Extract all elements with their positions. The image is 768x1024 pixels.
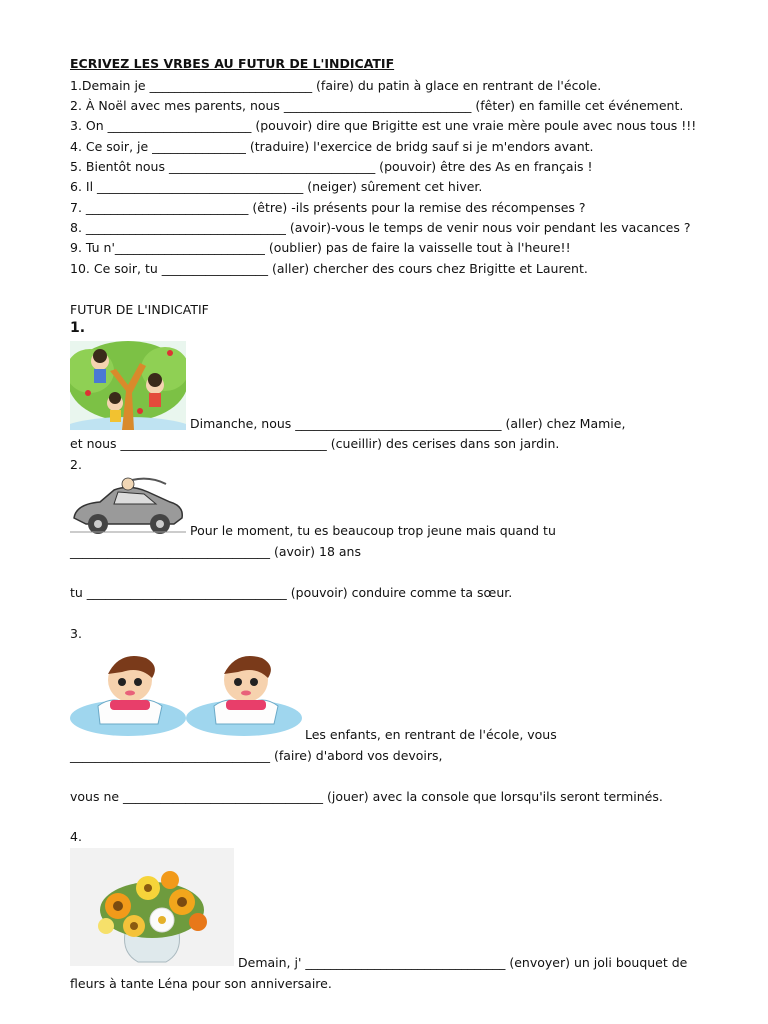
- reading-children-image: [70, 644, 302, 740]
- exercise-3-line: 3. On _______________________ (pouvoir) dire que Brigitte est une vraie mère poule avec nous tous !!!: [70, 118, 697, 133]
- exercise-2-line: 2. À Noël avec mes parents, nous ______________________________ (fêter) en famille cet événement.: [70, 98, 684, 113]
- section-2-heading: FUTUR DE L'INDICATIF: [70, 302, 209, 317]
- item-3-line-1: Les enfants, en rentrant de l'école, vous: [305, 727, 557, 742]
- item-3-number: 3.: [70, 626, 82, 641]
- item-4-line-1: Demain, j' ________________________________ (envoyer) un joli bouquet de: [238, 955, 688, 970]
- item-2-line-2: ________________________________ (avoir) 18 ans: [70, 544, 361, 559]
- flower-bouquet-image: [70, 848, 234, 966]
- exercise-8-line: 8. ________________________________ (avoir)-vous le temps de venir nous voir pendant les vacances ?: [70, 220, 691, 235]
- exercise-6-line: 6. Il _________________________________ (neiger) sûrement cet hiver.: [70, 179, 483, 194]
- item-1-line-2: et nous _________________________________ (cueillir) des cerises dans son jardin.: [70, 436, 560, 451]
- page-title: ECRIVEZ LES VRBES AU FUTUR DE L'INDICATIF: [70, 56, 395, 71]
- item-3-line-3: vous ne ________________________________ (jouer) avec la console que lorsqu'ils seront terminés.: [70, 789, 663, 804]
- exercise-4-line: 4. Ce soir, je _______________ (traduire) l'exercice de bridg sauf si je m'endors avant.: [70, 139, 594, 154]
- item-2-number: 2.: [70, 457, 82, 472]
- item-4-number: 4.: [70, 829, 82, 844]
- item-2-line-3: tu ________________________________ (pouvoir) conduire comme ta sœur.: [70, 585, 513, 600]
- exercise-10-line: 10. Ce soir, tu _________________ (aller) chercher des cours chez Brigitte et Laurent.: [70, 261, 588, 276]
- item-1-number: 1.: [70, 320, 86, 336]
- exercise-5-line: 5. Bientôt nous _________________________________ (pouvoir) être des As en français !: [70, 159, 593, 174]
- car-image: [70, 474, 186, 538]
- item-2-line-1: Pour le moment, tu es beaucoup trop jeune mais quand tu: [190, 523, 556, 538]
- exercise-1-line: 1.Demain je __________________________ (faire) du patin à glace en rentrant de l'école.: [70, 78, 602, 93]
- item-4-line-2: fleurs à tante Léna pour son anniversaire.: [70, 976, 332, 991]
- exercise-9-line: 9. Tu n'________________________ (oublier) pas de faire la vaisselle tout à l'heure!!: [70, 240, 571, 255]
- item-3-line-2: ________________________________ (faire) d'abord vos devoirs,: [70, 748, 443, 763]
- tree-children-image: [70, 341, 186, 430]
- exercise-7-line: 7. __________________________ (être) -ils présents pour la remise des récompenses ?: [70, 200, 586, 215]
- item-1-line-1: Dimanche, nous _________________________________ (aller) chez Mamie,: [190, 416, 626, 431]
